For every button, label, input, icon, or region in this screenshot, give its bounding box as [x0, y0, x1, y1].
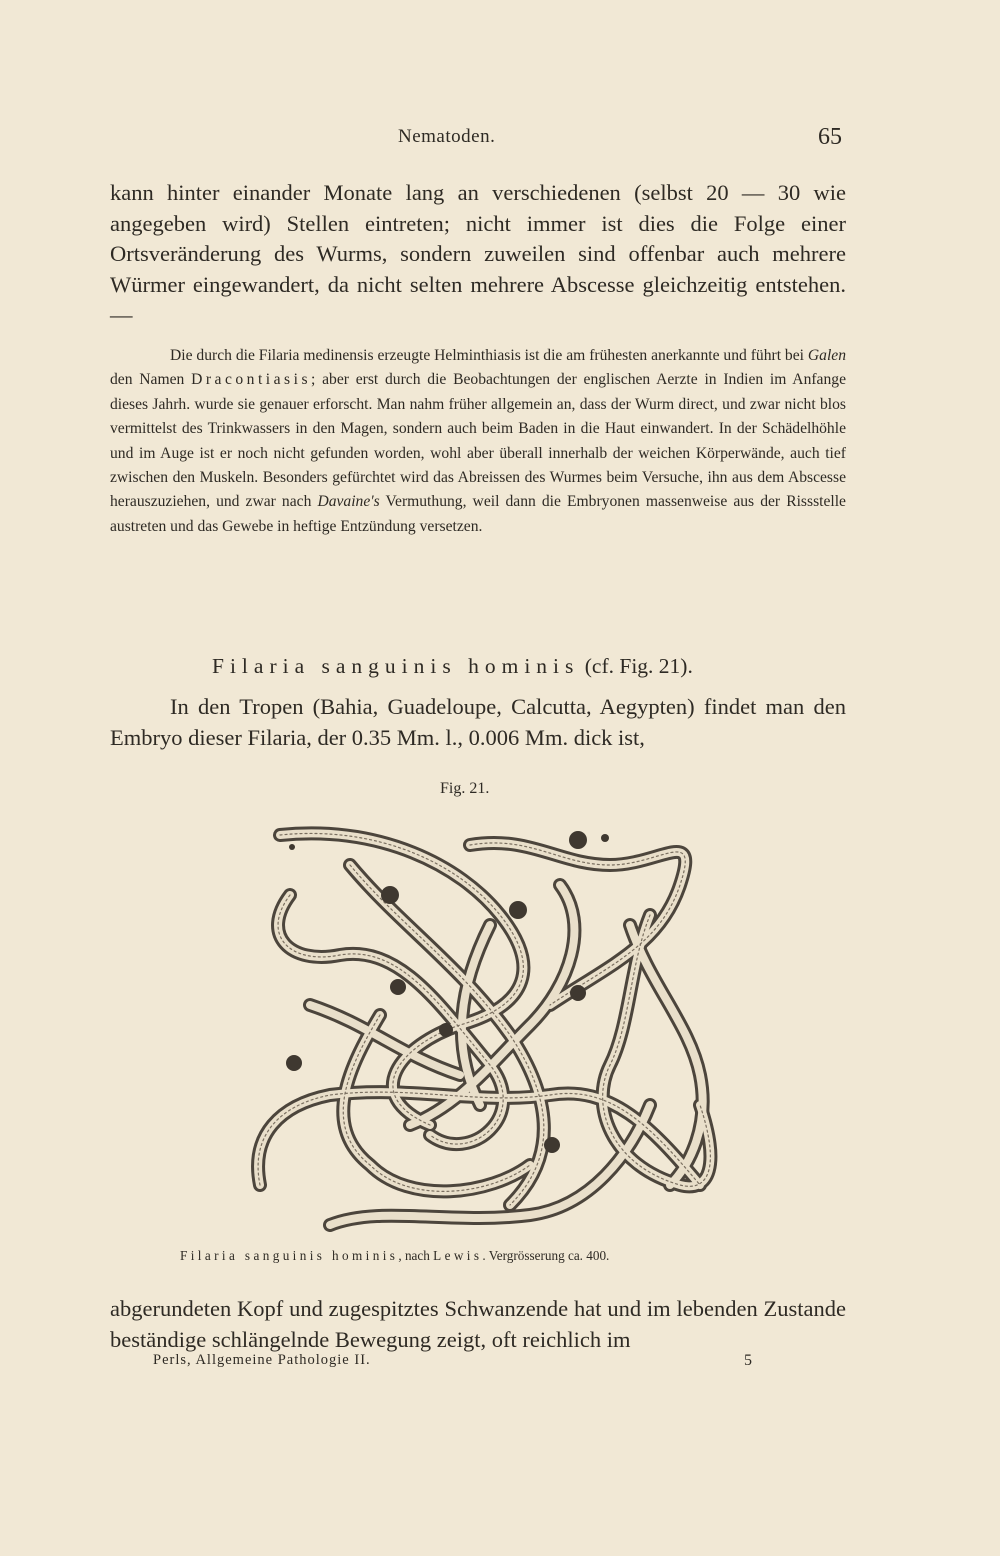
species-heading [212, 654, 693, 679]
running-head [0, 124, 1000, 164]
page-footer [0, 1352, 1000, 1382]
caption-author: Lewis [433, 1248, 483, 1263]
running-title: Nematoden. [398, 126, 496, 147]
caption-species: Filaria sanguinis hominis [180, 1248, 399, 1263]
disease-term: Dracontiasis [191, 371, 312, 389]
text-run: ; aber erst durch die Beobachtungen der englischen Aerzte in Indien im Anfange dieses Jahrh. wurde sie genauer erforscht. Man nahm früher allgemein an, dass der Wurm direct, und zwar nicht blos vermittelst des Trinkwassers in den Magen, sondern auch beim Baden in die Haut einwandert. In der Schädelhöhle und im Auge ist er noch nicht gefunden worden, wohl aber überall innerhalb der weichen Körperwände, auch tief zwischen den Muskeln. Besonders gefürchtet wird das Abreissen des Wurmes beim Versuche, ihn aus dem Abscesse herauszuziehen, und zwar nach [110, 371, 846, 511]
paragraph-closing: abgerundeten Kopf und zugespitztes Schwanzende hat und im lebenden Zustande beständige schlängelnde Bewegung zeigt, oft reichlich im [110, 1296, 846, 1352]
caption-text: . Vergrösserung ca. 400. [482, 1248, 610, 1263]
species-name: Filaria sanguinis hominis [212, 654, 580, 678]
caption-text: , nach [398, 1248, 434, 1263]
sheet-number: 5 [744, 1352, 752, 1369]
small-print-paragraph [110, 344, 846, 539]
figure-illustration [230, 805, 730, 1245]
figure-reference: (cf. Fig. 21). [579, 654, 693, 678]
figure-label: Fig. 21. [440, 780, 490, 797]
text-run: Die durch die Filaria medinensis erzeugte Helminthiasis ist die am frühesten anerkannte und führt bei [170, 347, 808, 364]
paragraph-species: In den Tropen (Bahia, Guadeloupe, Calcutta, Aegypten) findet man den Embryo dieser Filaria, der 0.35 Mm. l., 0.006 Mm. dick ist, [110, 694, 846, 750]
page-number: 65 [818, 124, 842, 150]
figure-caption [180, 1248, 609, 1264]
footer-signature: Perls, Allgemeine Pathologie II. [153, 1352, 371, 1368]
paragraph-continuation: kann hinter einander Monate lang an verschiedenen (selbst 20 — 30 wie angegeben wird) Stellen eintreten; nicht immer ist dies die Folge einer Ortsveränderung des Wurms, sondern zuweilen sind offenbar auch mehrere Würmer eingewandert, da nicht selten mehrere Abscesse gleichzeitig entstehen. — [110, 180, 846, 327]
author-name: Davaine's [317, 493, 380, 511]
text-run: Vermuthung, weil dann die Embryonen massenweise aus der Rissstelle austreten und das Gewebe in heftige Entzündung versetzen. [110, 493, 846, 535]
author-name: Galen [807, 347, 846, 364]
text-run: den Namen [110, 371, 192, 389]
